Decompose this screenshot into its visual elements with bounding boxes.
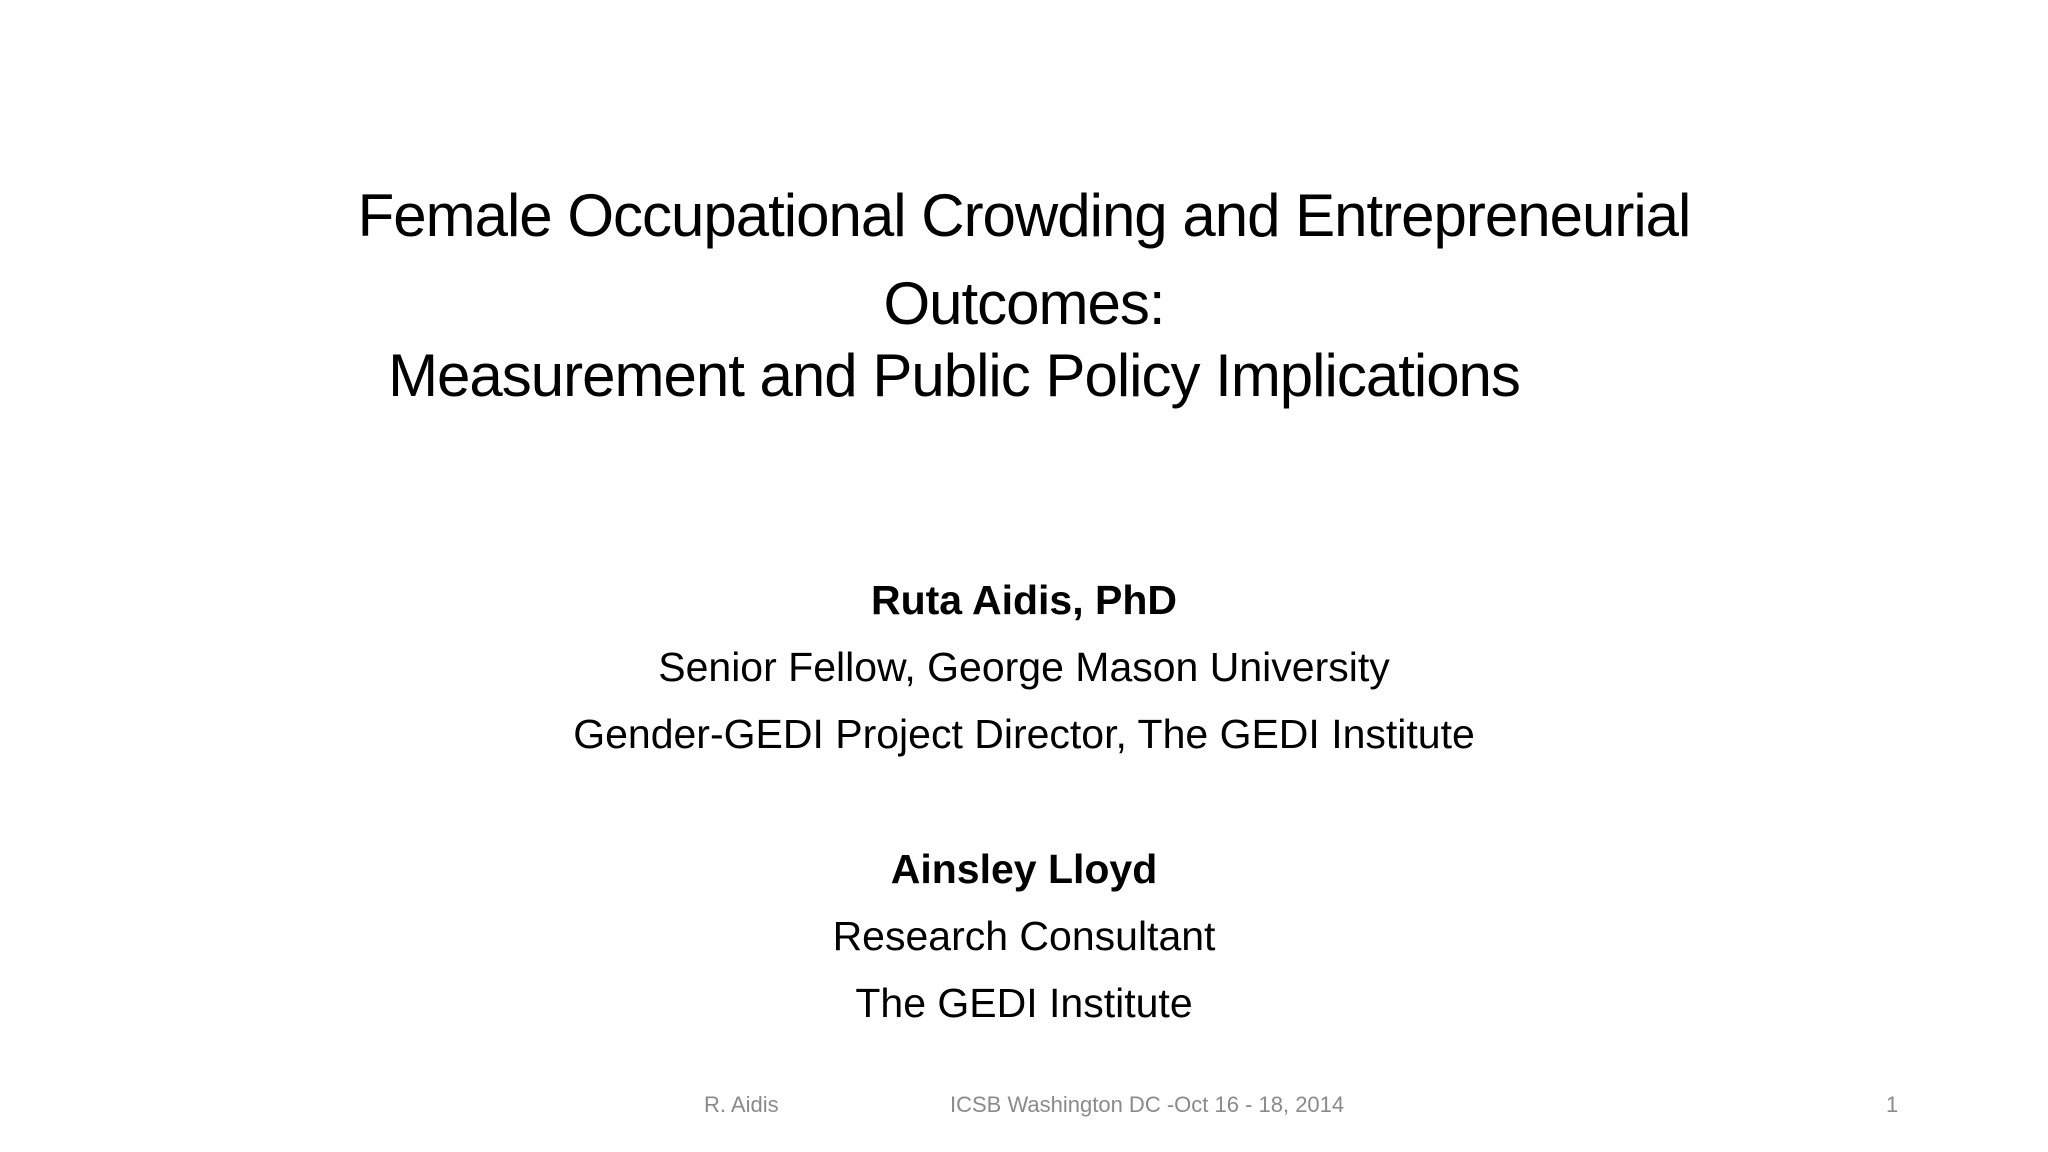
footer-author: R. Aidis <box>704 1092 779 1117</box>
author-affiliation-1b: Gender-GEDI Project Director, The GEDI Institute <box>573 711 1475 757</box>
author-affiliation-1a: Senior Fellow, George Mason University <box>658 644 1390 690</box>
footer-event: ICSB Washington DC -Oct 16 - 18, 2014 <box>950 1092 1345 1117</box>
author-name-1: Ruta Aidis, PhD <box>871 577 1177 623</box>
author-affiliation-2a: Research Consultant <box>832 913 1216 959</box>
slide-title-line-3: Measurement and Public Policy Implications <box>388 342 1520 409</box>
author-block-1 <box>0 567 2048 768</box>
author-block-2 <box>0 836 2048 1037</box>
author-name-2: Ainsley Lloyd <box>890 846 1158 892</box>
author-affiliation-2b: The GEDI Institute <box>855 980 1193 1026</box>
slide-title-line-2: Outcomes: <box>883 270 1165 337</box>
slide-title-line-1: Female Occupational Crowding and Entrepreneurial <box>357 182 1691 249</box>
footer-page-number: 1 <box>1886 1092 1899 1117</box>
